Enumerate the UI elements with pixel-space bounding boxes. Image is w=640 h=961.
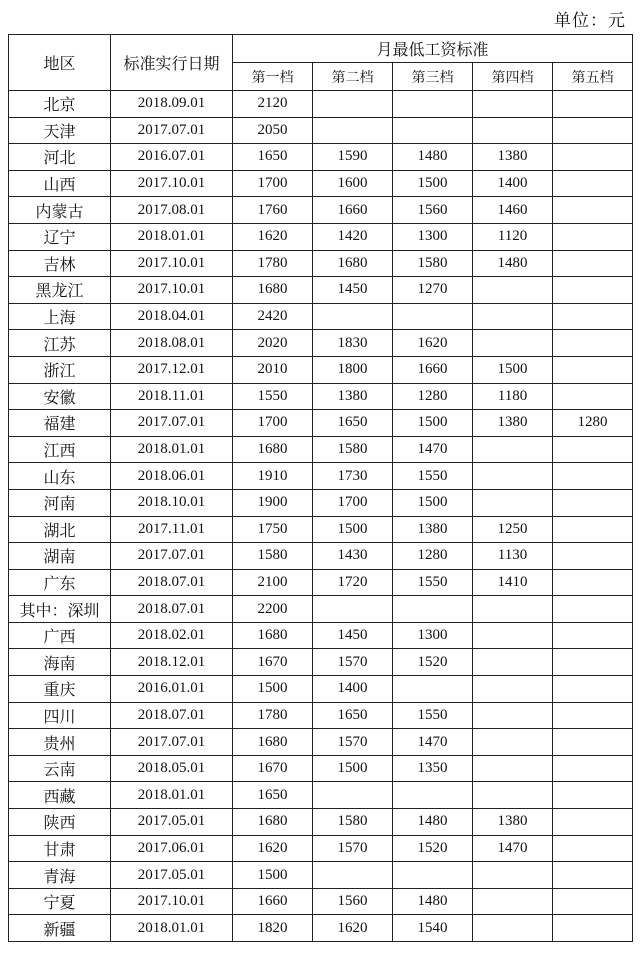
tier-2-cell: 1830 [313, 330, 393, 357]
tier-4-cell: 1460 [473, 197, 553, 224]
tier-4-cell: 1380 [473, 809, 553, 836]
tier-4-cell [473, 596, 553, 623]
table-row [9, 144, 633, 171]
date-cell: 2018.07.01 [111, 702, 233, 729]
tier-3-cell [393, 676, 473, 703]
table-row [9, 755, 633, 782]
tier-1-cell: 1750 [233, 516, 313, 543]
date-cell: 2018.01.01 [111, 782, 233, 809]
table-row [9, 117, 633, 144]
tier-2-cell: 1430 [313, 543, 393, 570]
tier-4-cell [473, 277, 553, 304]
tier-3-cell [393, 596, 473, 623]
tier-3-cell: 1300 [393, 223, 473, 250]
tier-4-cell [473, 489, 553, 516]
date-cell: 2018.07.01 [111, 596, 233, 623]
table-row [9, 622, 633, 649]
date-cell: 2017.06.01 [111, 835, 233, 862]
date-cell: 2018.08.01 [111, 330, 233, 357]
tier-2-cell: 1720 [313, 569, 393, 596]
region-cell: 宁夏 [9, 888, 111, 915]
tier-5-cell [553, 303, 633, 330]
region-cell: 吉林 [9, 250, 111, 277]
tier-2-cell: 1650 [313, 702, 393, 729]
tier-4-cell [473, 782, 553, 809]
tier-4-cell [473, 463, 553, 490]
tier-5-cell [553, 436, 633, 463]
tier-1-cell: 1580 [233, 543, 313, 570]
tier-3-cell: 1520 [393, 649, 473, 676]
date-cell: 2018.06.01 [111, 463, 233, 490]
date-cell: 2017.08.01 [111, 197, 233, 224]
region-cell: 辽宁 [9, 223, 111, 250]
tier-3-cell [393, 862, 473, 889]
header-tier-2: 第二档 [313, 63, 393, 91]
tier-2-cell: 1620 [313, 915, 393, 942]
date-cell: 2018.10.01 [111, 489, 233, 516]
tier-5-cell [553, 463, 633, 490]
tier-3-cell: 1560 [393, 197, 473, 224]
tier-2-cell: 1500 [313, 755, 393, 782]
date-cell: 2017.10.01 [111, 888, 233, 915]
table-row [9, 915, 633, 942]
unit-label: 单位：元 [554, 11, 626, 31]
tier-3-cell [393, 303, 473, 330]
tier-3-cell: 1350 [393, 755, 473, 782]
tier-1-cell: 1780 [233, 250, 313, 277]
tier-3-cell: 1550 [393, 702, 473, 729]
tier-1-cell: 1500 [233, 862, 313, 889]
date-cell: 2018.05.01 [111, 755, 233, 782]
region-cell: 黑龙江 [9, 277, 111, 304]
table-row [9, 463, 633, 490]
date-cell: 2017.10.01 [111, 250, 233, 277]
date-cell: 2018.12.01 [111, 649, 233, 676]
tier-2-cell [313, 303, 393, 330]
tier-1-cell: 2120 [233, 91, 313, 118]
tier-1-cell: 2050 [233, 117, 313, 144]
tier-4-cell: 1480 [473, 250, 553, 277]
tier-4-cell [473, 303, 553, 330]
date-cell: 2016.07.01 [111, 144, 233, 171]
tier-5-cell [553, 835, 633, 862]
header-wage-group: 月最低工资标准 [233, 35, 633, 63]
tier-3-cell: 1280 [393, 543, 473, 570]
minimum-wage-table [8, 34, 633, 942]
tier-2-cell: 1660 [313, 197, 393, 224]
region-cell: 内蒙古 [9, 197, 111, 224]
tier-3-cell: 1480 [393, 144, 473, 171]
tier-5-cell [553, 489, 633, 516]
tier-5-cell [553, 170, 633, 197]
tier-5-cell [553, 622, 633, 649]
region-cell: 湖北 [9, 516, 111, 543]
table-row [9, 170, 633, 197]
table-row [9, 702, 633, 729]
tier-5-cell: 1280 [553, 410, 633, 437]
tier-4-cell [473, 91, 553, 118]
date-cell: 2017.10.01 [111, 277, 233, 304]
region-cell: 河北 [9, 144, 111, 171]
tier-2-cell: 1650 [313, 410, 393, 437]
tier-5-cell [553, 516, 633, 543]
date-cell: 2017.12.01 [111, 356, 233, 383]
tier-3-cell: 1470 [393, 729, 473, 756]
tier-4-cell: 1500 [473, 356, 553, 383]
tier-4-cell: 1380 [473, 144, 553, 171]
tier-3-cell [393, 117, 473, 144]
header-tier-3: 第三档 [393, 63, 473, 91]
region-cell: 青海 [9, 862, 111, 889]
region-cell: 上海 [9, 303, 111, 330]
tier-2-cell: 1600 [313, 170, 393, 197]
tier-2-cell: 1500 [313, 516, 393, 543]
region-cell: 新疆 [9, 915, 111, 942]
header-tier-1: 第一档 [233, 63, 313, 91]
table-row [9, 516, 633, 543]
tier-1-cell: 1760 [233, 197, 313, 224]
table-body [9, 91, 633, 942]
region-cell: 江苏 [9, 330, 111, 357]
table-row [9, 596, 633, 623]
tier-3-cell: 1550 [393, 569, 473, 596]
tier-2-cell: 1800 [313, 356, 393, 383]
tier-5-cell [553, 383, 633, 410]
region-cell: 其中：深圳 [9, 596, 111, 623]
tier-3-cell: 1300 [393, 622, 473, 649]
tier-3-cell [393, 782, 473, 809]
region-cell: 山西 [9, 170, 111, 197]
table-row [9, 862, 633, 889]
date-cell: 2017.07.01 [111, 729, 233, 756]
tier-4-cell: 1120 [473, 223, 553, 250]
tier-1-cell: 1550 [233, 383, 313, 410]
tier-3-cell: 1280 [393, 383, 473, 410]
tier-4-cell [473, 622, 553, 649]
date-cell: 2018.01.01 [111, 436, 233, 463]
tier-2-cell: 1730 [313, 463, 393, 490]
region-cell: 贵州 [9, 729, 111, 756]
table-row [9, 569, 633, 596]
tier-5-cell [553, 782, 633, 809]
tier-1-cell: 1660 [233, 888, 313, 915]
date-cell: 2017.07.01 [111, 543, 233, 570]
tier-5-cell [553, 755, 633, 782]
region-cell: 重庆 [9, 676, 111, 703]
tier-5-cell [553, 569, 633, 596]
header-tier-5: 第五档 [553, 63, 633, 91]
tier-4-cell: 1250 [473, 516, 553, 543]
table-row [9, 809, 633, 836]
tier-4-cell [473, 915, 553, 942]
tier-4-cell: 1410 [473, 569, 553, 596]
region-cell: 山东 [9, 463, 111, 490]
table-row [9, 729, 633, 756]
tier-3-cell: 1480 [393, 809, 473, 836]
tier-2-cell [313, 596, 393, 623]
table-row [9, 888, 633, 915]
date-cell: 2017.05.01 [111, 809, 233, 836]
tier-4-cell [473, 436, 553, 463]
table-row [9, 676, 633, 703]
tier-1-cell: 1620 [233, 223, 313, 250]
table-row [9, 543, 633, 570]
region-cell: 浙江 [9, 356, 111, 383]
tier-2-cell [313, 91, 393, 118]
date-cell: 2018.09.01 [111, 91, 233, 118]
tier-5-cell [553, 144, 633, 171]
region-cell: 北京 [9, 91, 111, 118]
date-cell: 2018.01.01 [111, 915, 233, 942]
region-cell: 四川 [9, 702, 111, 729]
tier-1-cell: 1700 [233, 410, 313, 437]
region-cell: 云南 [9, 755, 111, 782]
tier-1-cell: 2420 [233, 303, 313, 330]
tier-1-cell: 1650 [233, 782, 313, 809]
tier-2-cell: 1450 [313, 622, 393, 649]
header-region: 地区 [9, 35, 111, 91]
table-row [9, 91, 633, 118]
tier-3-cell: 1660 [393, 356, 473, 383]
tier-2-cell: 1400 [313, 676, 393, 703]
tier-2-cell: 1700 [313, 489, 393, 516]
table-row [9, 330, 633, 357]
table-row [9, 356, 633, 383]
tier-3-cell: 1380 [393, 516, 473, 543]
region-cell: 广东 [9, 569, 111, 596]
tier-5-cell [553, 250, 633, 277]
tier-1-cell: 1680 [233, 729, 313, 756]
tier-3-cell: 1500 [393, 489, 473, 516]
tier-2-cell: 1560 [313, 888, 393, 915]
tier-1-cell: 1670 [233, 755, 313, 782]
table-row [9, 489, 633, 516]
tier-5-cell [553, 356, 633, 383]
table-row [9, 835, 633, 862]
tier-1-cell: 1670 [233, 649, 313, 676]
date-cell: 2016.01.01 [111, 676, 233, 703]
tier-1-cell: 1650 [233, 144, 313, 171]
tier-4-cell: 1470 [473, 835, 553, 862]
tier-3-cell: 1500 [393, 170, 473, 197]
tier-1-cell: 1620 [233, 835, 313, 862]
tier-4-cell: 1130 [473, 543, 553, 570]
date-cell: 2018.01.01 [111, 223, 233, 250]
tier-5-cell [553, 862, 633, 889]
tier-2-cell: 1680 [313, 250, 393, 277]
region-cell: 安徽 [9, 383, 111, 410]
header-tier-4: 第四档 [473, 63, 553, 91]
tier-5-cell [553, 91, 633, 118]
tier-2-cell: 1570 [313, 649, 393, 676]
date-cell: 2018.11.01 [111, 383, 233, 410]
region-cell: 天津 [9, 117, 111, 144]
tier-4-cell [473, 676, 553, 703]
table-row [9, 197, 633, 224]
tier-5-cell [553, 676, 633, 703]
tier-1-cell: 1780 [233, 702, 313, 729]
tier-1-cell: 1680 [233, 622, 313, 649]
tier-1-cell: 1910 [233, 463, 313, 490]
tier-5-cell [553, 702, 633, 729]
tier-5-cell [553, 729, 633, 756]
tier-3-cell: 1580 [393, 250, 473, 277]
tier-5-cell [553, 197, 633, 224]
region-cell: 甘肃 [9, 835, 111, 862]
table-row [9, 250, 633, 277]
tier-3-cell: 1500 [393, 410, 473, 437]
tier-3-cell [393, 91, 473, 118]
tier-3-cell: 1470 [393, 436, 473, 463]
tier-3-cell: 1550 [393, 463, 473, 490]
tier-5-cell [553, 277, 633, 304]
table-row [9, 649, 633, 676]
date-cell: 2017.11.01 [111, 516, 233, 543]
tier-1-cell: 2100 [233, 569, 313, 596]
table-row [9, 303, 633, 330]
tier-4-cell: 1180 [473, 383, 553, 410]
tier-2-cell: 1580 [313, 436, 393, 463]
date-cell: 2018.07.01 [111, 569, 233, 596]
tier-3-cell: 1480 [393, 888, 473, 915]
table-row [9, 410, 633, 437]
tier-4-cell [473, 755, 553, 782]
tier-4-cell [473, 729, 553, 756]
table-row [9, 383, 633, 410]
tier-2-cell [313, 862, 393, 889]
tier-1-cell: 2020 [233, 330, 313, 357]
date-cell: 2017.10.01 [111, 170, 233, 197]
tier-5-cell [553, 649, 633, 676]
tier-2-cell [313, 782, 393, 809]
tier-4-cell [473, 330, 553, 357]
tier-3-cell: 1540 [393, 915, 473, 942]
tier-1-cell: 1900 [233, 489, 313, 516]
tier-4-cell: 1380 [473, 410, 553, 437]
header-date: 标准实行日期 [111, 35, 233, 91]
tier-1-cell: 2010 [233, 356, 313, 383]
tier-4-cell: 1400 [473, 170, 553, 197]
tier-3-cell: 1620 [393, 330, 473, 357]
tier-5-cell [553, 596, 633, 623]
tier-5-cell [553, 543, 633, 570]
tier-2-cell: 1580 [313, 809, 393, 836]
table-row [9, 782, 633, 809]
tier-2-cell: 1380 [313, 383, 393, 410]
table-row [9, 223, 633, 250]
tier-1-cell: 1500 [233, 676, 313, 703]
tier-5-cell [553, 888, 633, 915]
region-cell: 西藏 [9, 782, 111, 809]
date-cell: 2018.04.01 [111, 303, 233, 330]
tier-2-cell: 1590 [313, 144, 393, 171]
tier-2-cell [313, 117, 393, 144]
tier-5-cell [553, 117, 633, 144]
tier-5-cell [553, 915, 633, 942]
region-cell: 湖南 [9, 543, 111, 570]
tier-3-cell: 1270 [393, 277, 473, 304]
region-cell: 陕西 [9, 809, 111, 836]
tier-1-cell: 1700 [233, 170, 313, 197]
tier-4-cell [473, 888, 553, 915]
tier-5-cell [553, 330, 633, 357]
tier-4-cell [473, 702, 553, 729]
tier-5-cell [553, 809, 633, 836]
table-row [9, 436, 633, 463]
tier-1-cell: 1680 [233, 809, 313, 836]
tier-2-cell: 1450 [313, 277, 393, 304]
tier-4-cell [473, 117, 553, 144]
tier-4-cell [473, 649, 553, 676]
tier-2-cell: 1420 [313, 223, 393, 250]
tier-3-cell: 1520 [393, 835, 473, 862]
tier-2-cell: 1570 [313, 729, 393, 756]
tier-1-cell: 1680 [233, 436, 313, 463]
date-cell: 2018.02.01 [111, 622, 233, 649]
tier-5-cell [553, 223, 633, 250]
region-cell: 海南 [9, 649, 111, 676]
region-cell: 福建 [9, 410, 111, 437]
region-cell: 江西 [9, 436, 111, 463]
table-row [9, 277, 633, 304]
tier-1-cell: 1680 [233, 277, 313, 304]
tier-1-cell: 1820 [233, 915, 313, 942]
tier-4-cell [473, 862, 553, 889]
date-cell: 2017.05.01 [111, 862, 233, 889]
tier-1-cell: 2200 [233, 596, 313, 623]
tier-2-cell: 1570 [313, 835, 393, 862]
date-cell: 2017.07.01 [111, 410, 233, 437]
region-cell: 河南 [9, 489, 111, 516]
date-cell: 2017.07.01 [111, 117, 233, 144]
region-cell: 广西 [9, 622, 111, 649]
